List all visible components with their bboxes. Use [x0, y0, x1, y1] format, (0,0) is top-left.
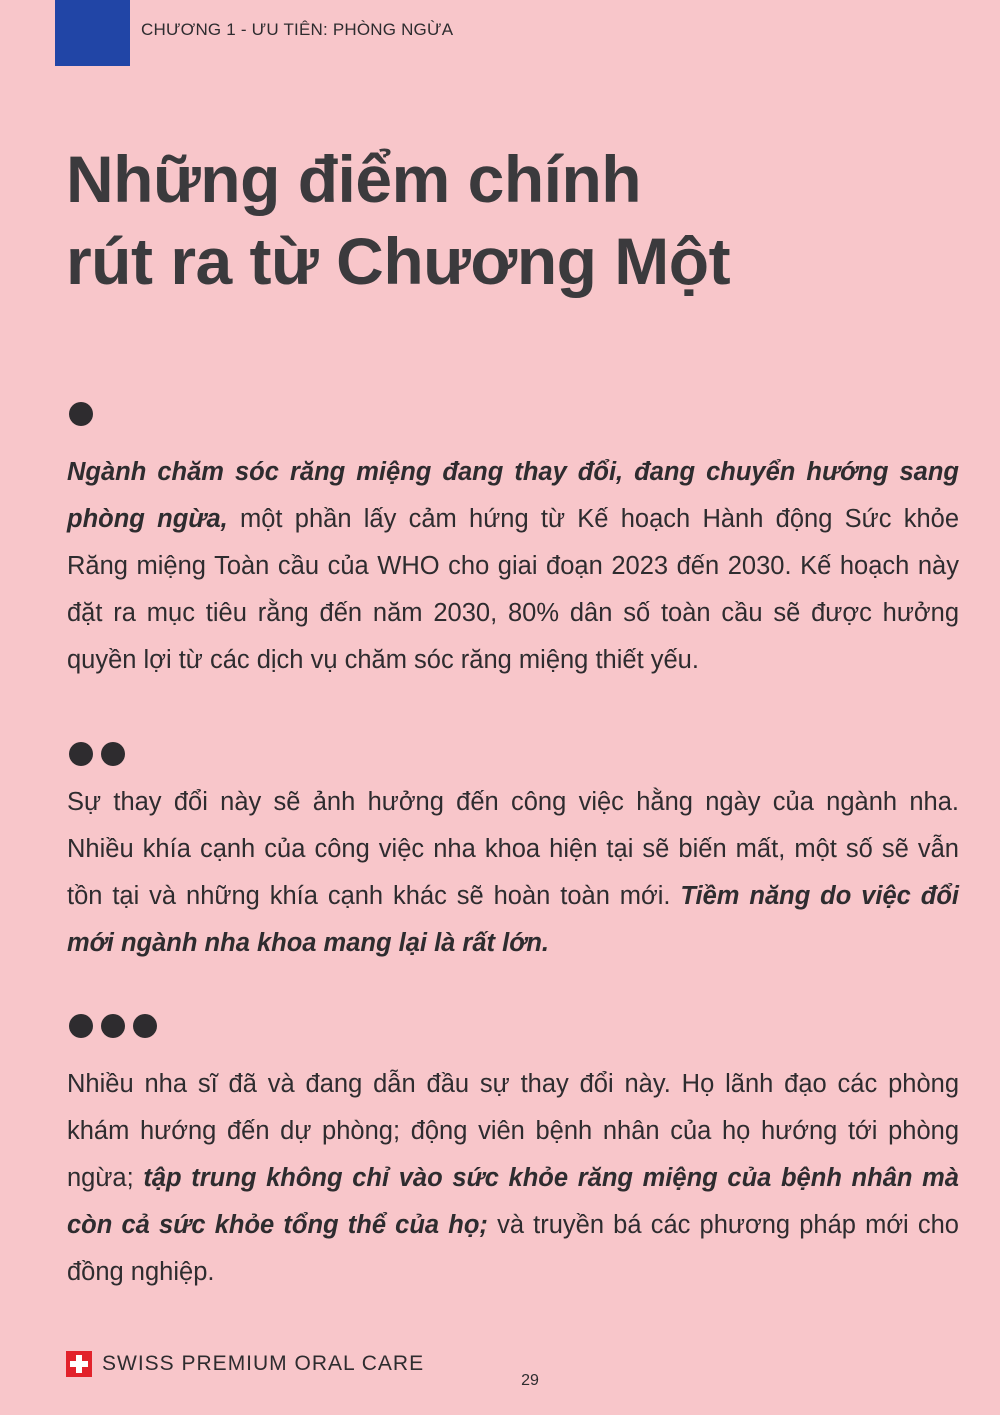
- bullet-dot: [133, 1014, 157, 1038]
- bullet-dot: [69, 742, 93, 766]
- key-point-3-text: Nhiều nha sĩ đã và đang dẫn đầu sự thay đổi này. Họ lãnh đạo các phòng khám hướng đến dự phòng; động viên bệnh nhân của họ hướng tới phòng ngừa;: [67, 1070, 959, 1192]
- key-point-3-emphasis: tập trung không chỉ vào sức khỏe răng miệng của bệnh nhân mà còn cả sức khỏe tổng thể của họ;: [67, 1164, 959, 1239]
- bullet-dot: [69, 1014, 93, 1038]
- brand-name: SWISS PREMIUM ORAL CARE: [102, 1352, 425, 1375]
- key-point-2-text: Sự thay đổi này sẽ ảnh hưởng đến công việc hằng ngày của ngành nha. Nhiều khía cạnh của công việc nha khoa hiện tại sẽ biến mất, một số sẽ vẫn tồn tại và những khía cạnh khác sẽ hoàn toàn mới.: [67, 788, 959, 910]
- footer-brand: [66, 1351, 424, 1377]
- key-point-1-emphasis: Ngành chăm sóc răng miệng đang thay đổi, đang chuyển hướng sang phòng ngừa,: [67, 458, 959, 533]
- key-point-3-text-end: và truyền bá các phương pháp mới cho đồng nghiệp.: [67, 1211, 959, 1286]
- key-point-2-emphasis: Tiềm năng do việc đổi mới ngành nha khoa mang lại là rất lớn.: [67, 882, 960, 957]
- chapter-color-block: [55, 0, 130, 66]
- key-point-2: [67, 779, 959, 967]
- key-point-1-text: một phần lấy cảm hứng từ Kế hoạch Hành động Sức khỏe Răng miệng Toàn cầu của WHO cho giai đoạn 2023 đến 2030. Kế hoạch này đặt ra mục tiêu rằng đến năm 2030, 80% dân số toàn cầu sẽ được hưởng quyền lợi từ các dịch vụ chăm sóc răng miệng thiết yếu.: [67, 505, 960, 674]
- bullet-dots-3: [69, 1014, 157, 1038]
- swiss-cross-icon: [66, 1351, 92, 1377]
- bullet-dot: [69, 402, 93, 426]
- bullet-dot: [101, 742, 125, 766]
- chapter-label: CHƯƠNG 1 - ƯU TIÊN: PHÒNG NGỪA: [141, 20, 454, 39]
- bullet-dots-2: [69, 742, 125, 766]
- bullet-dot: [101, 1014, 125, 1038]
- key-point-3: [67, 1061, 959, 1296]
- title-line-2: rút ra từ Chương Một: [66, 224, 731, 298]
- page-number: 29: [521, 1372, 539, 1389]
- key-point-1: [67, 449, 959, 684]
- bullet-dots-1: [69, 402, 93, 426]
- page-title: [66, 138, 926, 302]
- title-line-1: Những điểm chính: [66, 142, 642, 216]
